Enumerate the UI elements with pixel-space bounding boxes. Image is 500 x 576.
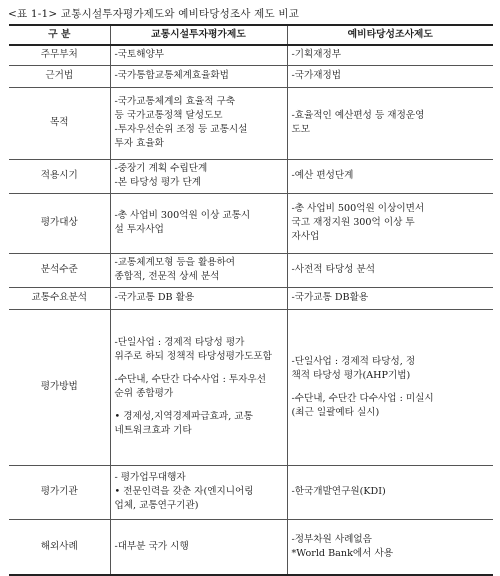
table-row xyxy=(9,45,493,65)
cell-line: -국가통합교통체계효율화법 xyxy=(114,70,229,81)
cell-line: -예산 편성단계 xyxy=(291,170,354,181)
row-category: 평가방법 xyxy=(9,309,110,465)
cell-line: 자사업 xyxy=(291,231,320,242)
table-header-row xyxy=(9,25,493,45)
cell-line: *World Bank에서 사용 xyxy=(291,547,394,559)
preliminary-feasibility-cell xyxy=(287,465,493,519)
preliminary-feasibility-cell xyxy=(287,287,493,309)
cell-line: -수단내, 수단간 다수사업 : 투자우선 xyxy=(114,374,266,385)
row-category: 평가기관 xyxy=(9,465,110,519)
cell-line: - 평가업무대행자 xyxy=(114,472,186,483)
cell-line: 책적 타당성 평가(AHP기법) xyxy=(291,369,411,381)
cell-line: -중장기 계획 수립단계 xyxy=(114,163,208,174)
cell-line: -단일사업 : 경제적 타당성 평가 xyxy=(114,337,245,348)
cell-line: 국고 재정지원 300억 이상 투 xyxy=(291,217,415,228)
transport-investment-cell xyxy=(110,253,287,287)
row-category: 분석수준 xyxy=(9,253,110,287)
cell-line: 위주로 하되 정책적 타당성평가도포함 xyxy=(114,351,272,362)
cell-line: 네트워크효과 기타 xyxy=(114,425,192,436)
cell-line: -본 타당성 평가 단계 xyxy=(114,177,202,188)
table-caption: <표 1-1> 교통시설투자평가제도와 예비타당성조사 제도 비교 xyxy=(8,8,300,20)
cell-line: -사전적 타당성 분석 xyxy=(291,264,375,275)
cell-line: -국가교통체계의 효율적 구축 xyxy=(114,96,236,107)
cell-line: • 전문인력을 갖춘 자(엔지니어링 xyxy=(114,486,254,497)
table-row xyxy=(9,193,493,253)
cell-line: • 경제성,지역경제파급효과, 교통 xyxy=(114,411,253,422)
transport-investment-cell xyxy=(110,65,287,87)
cell-line: 종합적, 전문적 상세 분석 xyxy=(114,271,220,282)
preliminary-feasibility-cell xyxy=(287,253,493,287)
table-row xyxy=(9,519,493,575)
table-row xyxy=(9,465,493,519)
cell-line: 도모 xyxy=(291,124,311,135)
transport-investment-cell xyxy=(110,45,287,65)
preliminary-feasibility-cell xyxy=(287,193,493,253)
transport-investment-cell xyxy=(110,287,287,309)
header-transport-investment: 교통시설투자평가제도 xyxy=(110,25,287,45)
table-row xyxy=(9,159,493,193)
cell-line: -한국개발연구원(KDI) xyxy=(291,486,386,497)
cell-line: -투자우선순위 조정 등 교통시설 xyxy=(114,124,248,135)
table-row xyxy=(9,287,493,309)
cell-line: -기획재정부 xyxy=(291,49,342,61)
cell-line: 등 국가교통정책 달성도모 xyxy=(114,110,223,121)
cell-line: -국가교통 DB 활용 xyxy=(114,292,195,303)
cell-line: -총 사업비 500억원 이상이면서 xyxy=(291,203,425,214)
row-category: 근거법 xyxy=(9,65,110,87)
preliminary-feasibility-cell xyxy=(287,65,493,87)
transport-investment-cell xyxy=(110,193,287,253)
line-gap xyxy=(115,401,283,410)
preliminary-feasibility-cell xyxy=(287,159,493,193)
line-gap xyxy=(292,383,490,392)
row-category: 평가대상 xyxy=(9,193,110,253)
cell-line: (최근 일괄예타 실시) xyxy=(291,406,380,418)
preliminary-feasibility-cell xyxy=(287,309,493,465)
cell-line: 업체, 교통연구기관) xyxy=(114,500,199,511)
cell-line: -단일사업 : 경제적 타당성, 정 xyxy=(291,355,416,367)
table-row xyxy=(9,87,493,159)
table-row xyxy=(9,309,493,465)
cell-line: -정부차원 사례없음 xyxy=(291,533,372,545)
transport-investment-cell xyxy=(110,465,287,519)
row-category: 교통수요분석 xyxy=(9,287,110,309)
cell-line: -대부분 국가 시행 xyxy=(114,540,189,552)
row-category: 적용시기 xyxy=(9,159,110,193)
row-category: 해외사례 xyxy=(9,519,110,575)
cell-line: 순위 종합평가 xyxy=(114,388,174,399)
row-category: 주무부처 xyxy=(9,45,110,65)
cell-line: -수단내, 수단간 다수사업 : 미실시 xyxy=(291,392,434,404)
transport-investment-cell xyxy=(110,309,287,465)
preliminary-feasibility-cell xyxy=(287,519,493,575)
cell-line: -국토해양부 xyxy=(114,49,165,61)
preliminary-feasibility-cell xyxy=(287,45,493,65)
header-preliminary-feasibility: 예비타당성조사제도 xyxy=(287,25,493,45)
cell-line: -효율적인 예산편성 등 재정운영 xyxy=(291,110,425,121)
header-category: 구 분 xyxy=(9,25,110,45)
cell-line: -총 사업비 300억원 이상 교통시 xyxy=(114,210,251,221)
cell-line: -국가교통 DB활용 xyxy=(291,292,369,303)
cell-line: -교통체계모형 등을 활용하여 xyxy=(114,257,236,268)
preliminary-feasibility-cell xyxy=(287,87,493,159)
line-gap xyxy=(115,364,283,373)
transport-investment-cell xyxy=(110,87,287,159)
table-row xyxy=(9,253,493,287)
table-row xyxy=(9,65,493,87)
row-category: 목적 xyxy=(9,87,110,159)
cell-line: 설 투자사업 xyxy=(114,224,164,235)
transport-investment-cell xyxy=(110,519,287,575)
cell-line: 투자 효율화 xyxy=(114,138,164,149)
comparison-table xyxy=(9,24,493,576)
transport-investment-cell xyxy=(110,159,287,193)
cell-line: -국가재정법 xyxy=(291,70,342,81)
